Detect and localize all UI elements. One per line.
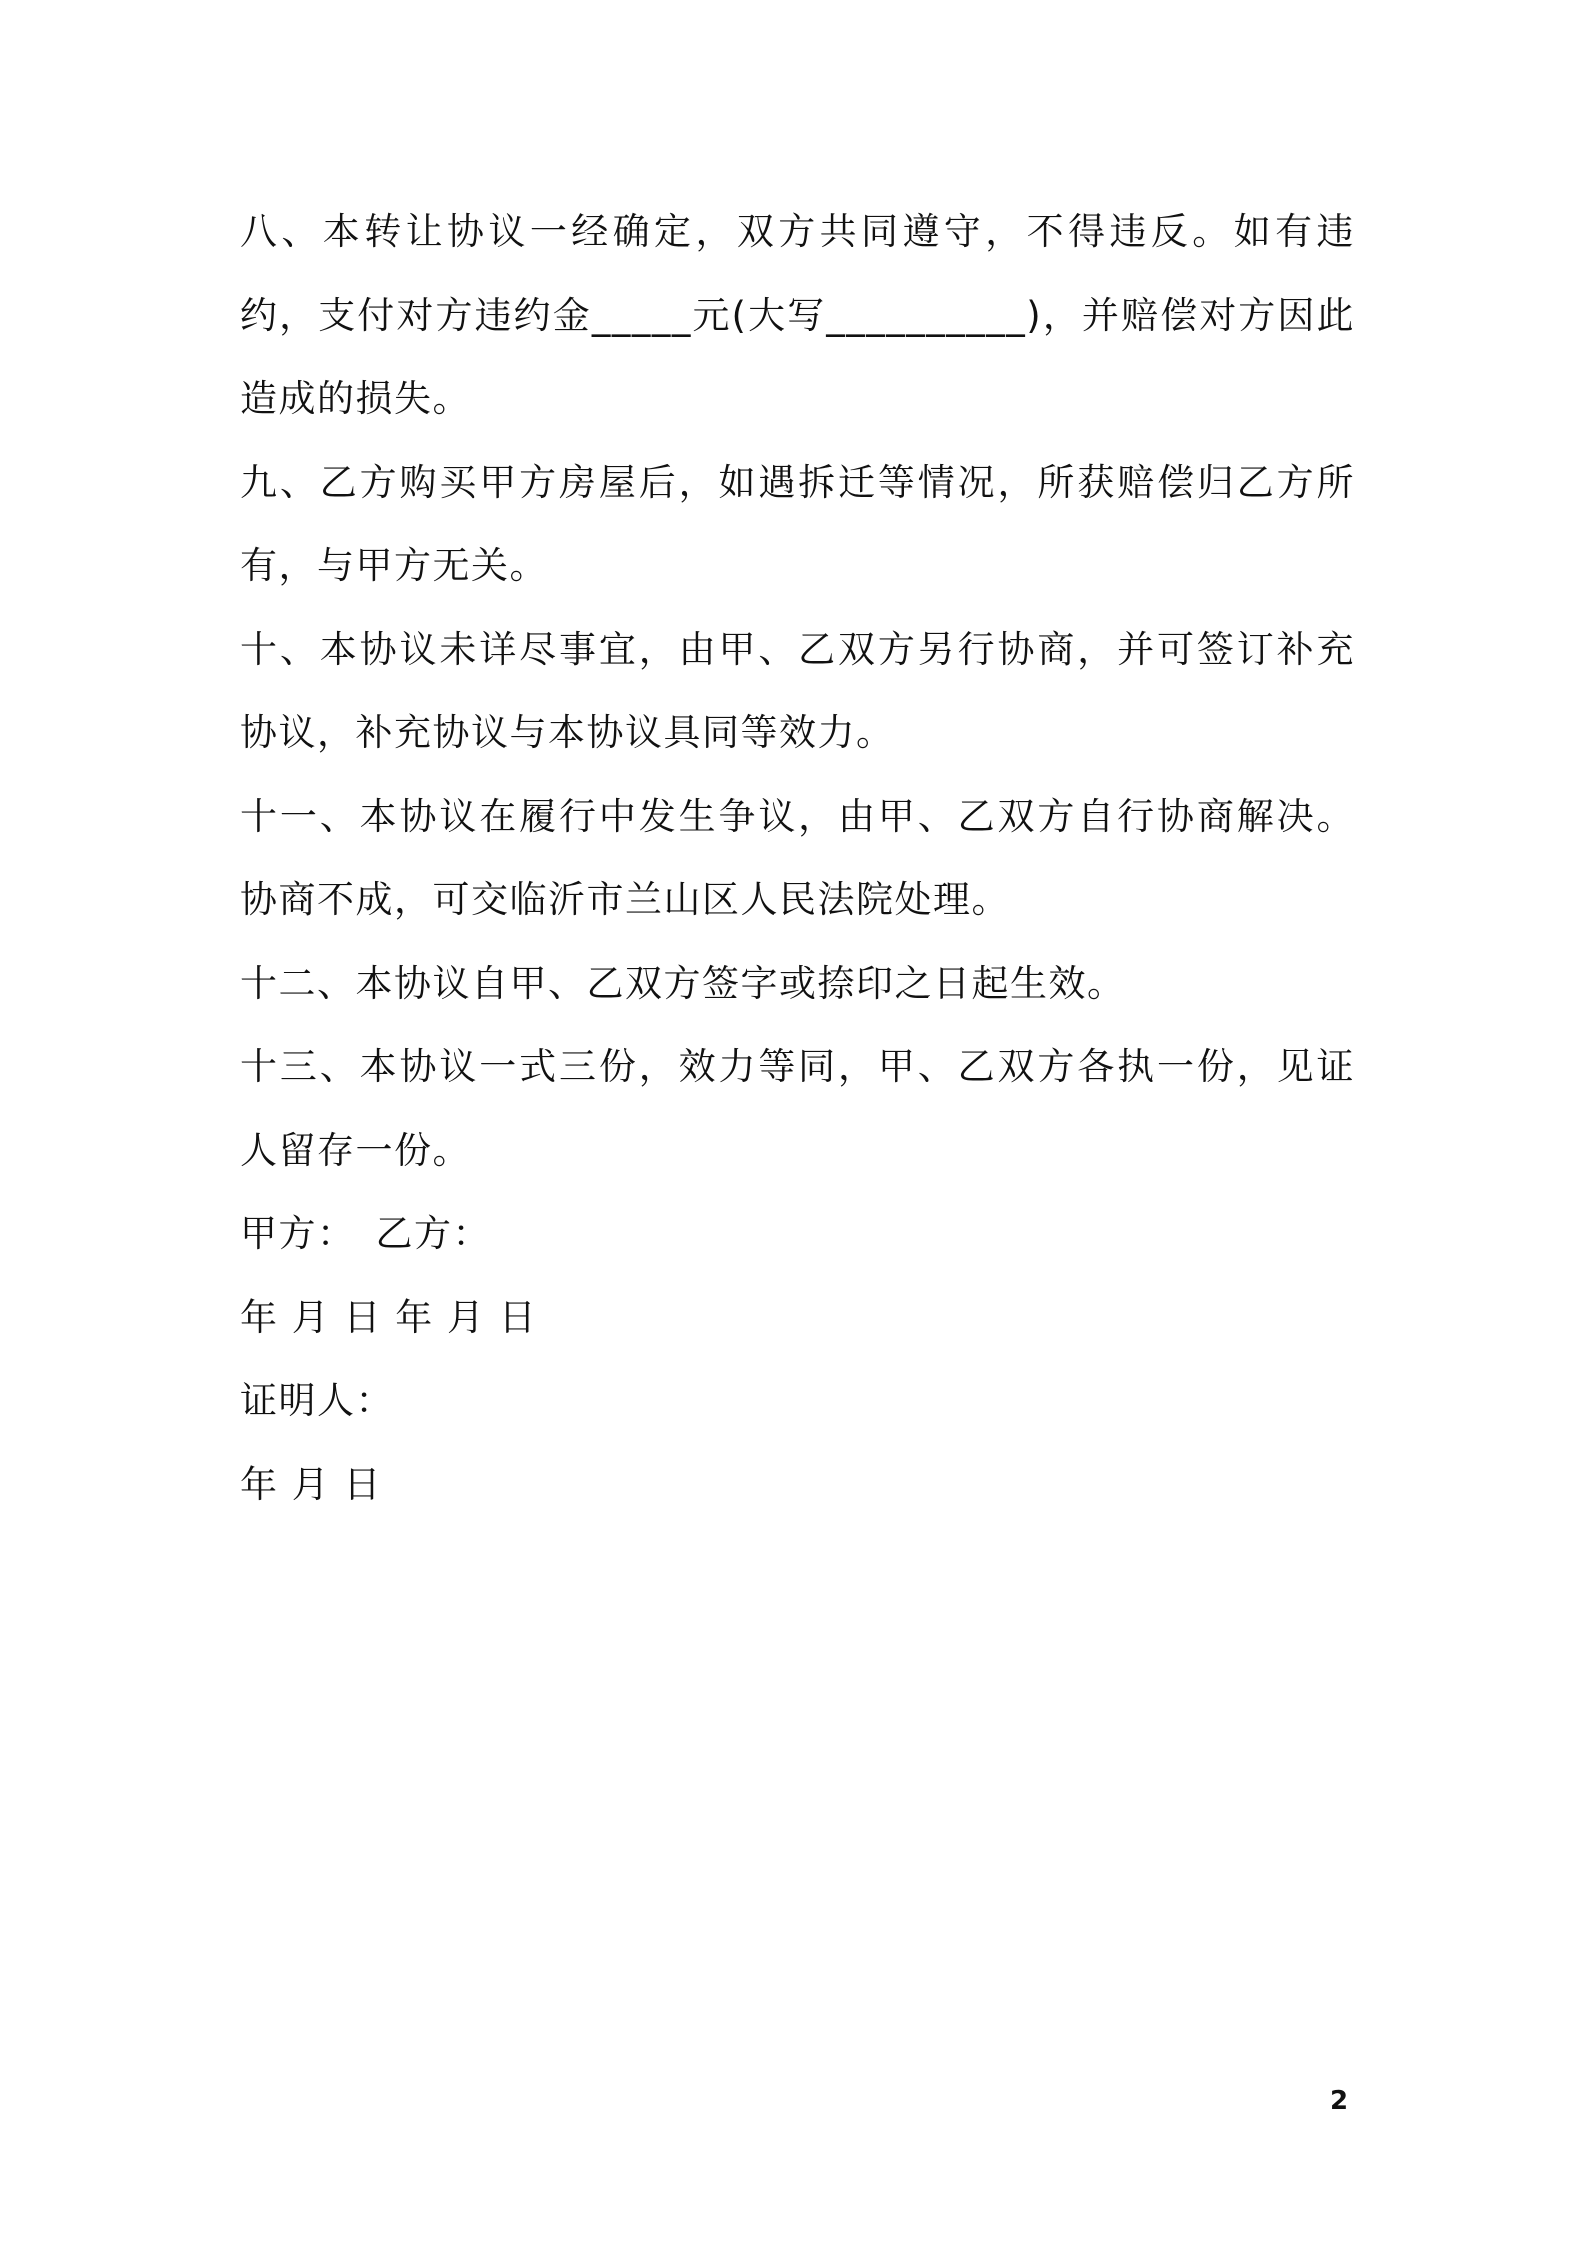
parties-date-line: 年 月 日 年 月 日 — [240, 1295, 538, 1339]
document-body — [240, 190, 1355, 1526]
clause-8: 八、本转让协议一经确定，双方共同遵守，不得违反。如有违约，支付对方违约金_____元(大写__________)，并赔偿对方因此造成的损失。 — [240, 210, 1355, 420]
clause-11: 十一、本协议在履行中发生争议，由甲、乙双方自行协商解决。协商不成，可交临沂市兰山区人民法院处理。 — [240, 794, 1355, 921]
clause-9: 九、乙方购买甲方房屋后，如遇拆迁等情况，所获赔偿归乙方所有，与甲方无关。 — [240, 460, 1355, 587]
parties-signature-line: 甲方： 乙方： — [240, 1212, 491, 1255]
witness-date-line: 年 月 日 — [240, 1462, 383, 1506]
clause-10: 十、本协议未详尽事宜，由甲、乙双方另行协商，并可签订补充协议，补充协议与本协议具同等效力。 — [240, 627, 1355, 754]
page-number: 2 — [1330, 2086, 1349, 2116]
clause-13: 十三、本协议一式三份，效力等同，甲、乙双方各执一份，见证人留存一份。 — [240, 1045, 1355, 1172]
clause-12: 十二、本协议自甲、乙双方签字或捺印之日起生效。 — [240, 961, 1126, 1005]
witness-signature-line: 证明人： — [240, 1379, 394, 1422]
